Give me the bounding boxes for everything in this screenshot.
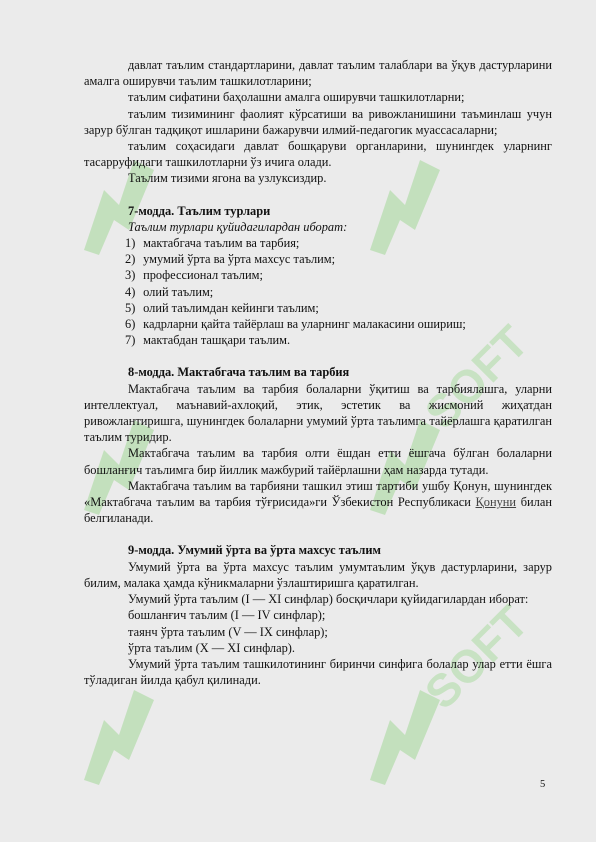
article-9-heading: 9-модда. Умумий ўрта ва ўрта махсус таълим xyxy=(128,543,381,558)
paragraph: таълим тизимининг фаолият кўрсатиши ва ривожланишини таъминлаш учун зарур бўлган тадқиқот ишларини бажарувчи илмий-педагогик муассасаларни; xyxy=(84,106,552,137)
paragraph: Умумий ўрта таълим ташкилотининг биринчи синфига болалар улар етти ёшга тўладиган йилда қабул қилинади. xyxy=(84,656,552,688)
article-7-heading: 7-модда. Таълим турлари xyxy=(128,203,271,218)
list-item: 3) профессионал таълим; xyxy=(125,268,263,283)
paragraph: Умумий ўрта ва ўрта махсус таълим умумтаълим ўқув дастурларини, зарур билим, малака ҳамда кўникмаларни ўзлаштиришга қаратилган. xyxy=(84,559,552,590)
watermark-text: SOFT xyxy=(414,595,539,719)
stage-item: таянч ўрта таълим (V — IX синфлар); xyxy=(128,624,328,639)
list-item: 6) кадрларни қайта тайёрлаш ва уларнинг малакасини ошириш; xyxy=(125,317,466,332)
list-item: 4) олий таълим; xyxy=(125,284,214,299)
paragraph: давлат таълим стандартларини, давлат таълим талаблари ва ўқув дастурларини амалга оширувчи таълим ташкилотларини; xyxy=(84,58,552,89)
stage-item: ўрта таълим (X — XI синфлар). xyxy=(128,640,296,655)
paragraph: Мактабгача таълим ва тарбия болаларни ўқитиш ва тарбиялашга, уларни интеллектуал, маънавий-ахлоқий, этик, эстетик ва жисмоний жиҳатдан ривожлантиришга, шунингдек болаларни умумий ўрта таълимга тайёрлашга қаратилган таълим туридир. xyxy=(84,381,552,445)
list-item: 5) олий таълимдан кейинги таълим; xyxy=(125,300,319,315)
article-7-intro: Таълим турлари қуйидагилардан иборат: xyxy=(128,219,348,234)
paragraph: Мактабгача таълим ва тарбияни ташкил этиш тартиби ушбу Қонун, шунингдек «Мактабгача таълим ва тарбия тўғрисида»ги Ўзбекистон Республикаси Қонуни билан белгиланади. xyxy=(84,478,552,526)
document-body xyxy=(84,57,552,688)
education-types-list xyxy=(84,235,552,348)
stage-item: бошланғич таълим (I — IV синфлар); xyxy=(128,608,326,623)
list-item: 7) мактабдан ташқари таълим. xyxy=(125,333,291,348)
law-link[interactable]: Қонуни xyxy=(475,495,517,510)
paragraph: таълим соҳасидаги давлат бошқаруви органларини, шунингдек уларнинг тасарруфидаги ташкилотларни ўз ичига олади. xyxy=(84,139,552,170)
watermark-logo-icon xyxy=(74,680,164,790)
article-8-heading: 8-модда. Мактабгача таълим ва тарбия xyxy=(128,365,350,380)
paragraph: Мактабгача таълим ва тарбия олти ёшдан етти ёшгача бўлган болаларни бошланғич таълимга бир йиллик мажбурий тайёрлашни ҳам назарда тутади. xyxy=(84,446,552,477)
paragraph: Таълим тизими ягона ва узлуксиздир. xyxy=(128,171,327,186)
watermark-text: SOFT xyxy=(414,315,539,439)
page-number: 5 xyxy=(540,779,546,790)
list-item: 1) мактабгача таълим ва тарбия; xyxy=(125,236,300,251)
paragraph: Умумий ўрта таълим (I — XI синфлар) босқичлари қуйидагилардан иборат: xyxy=(128,592,529,607)
paragraph: таълим сифатини баҳолашни амалга оширувчи ташкилотларни; xyxy=(128,90,465,105)
list-item: 2) умумий ўрта ва ўрта махсус таълим; xyxy=(125,252,336,267)
